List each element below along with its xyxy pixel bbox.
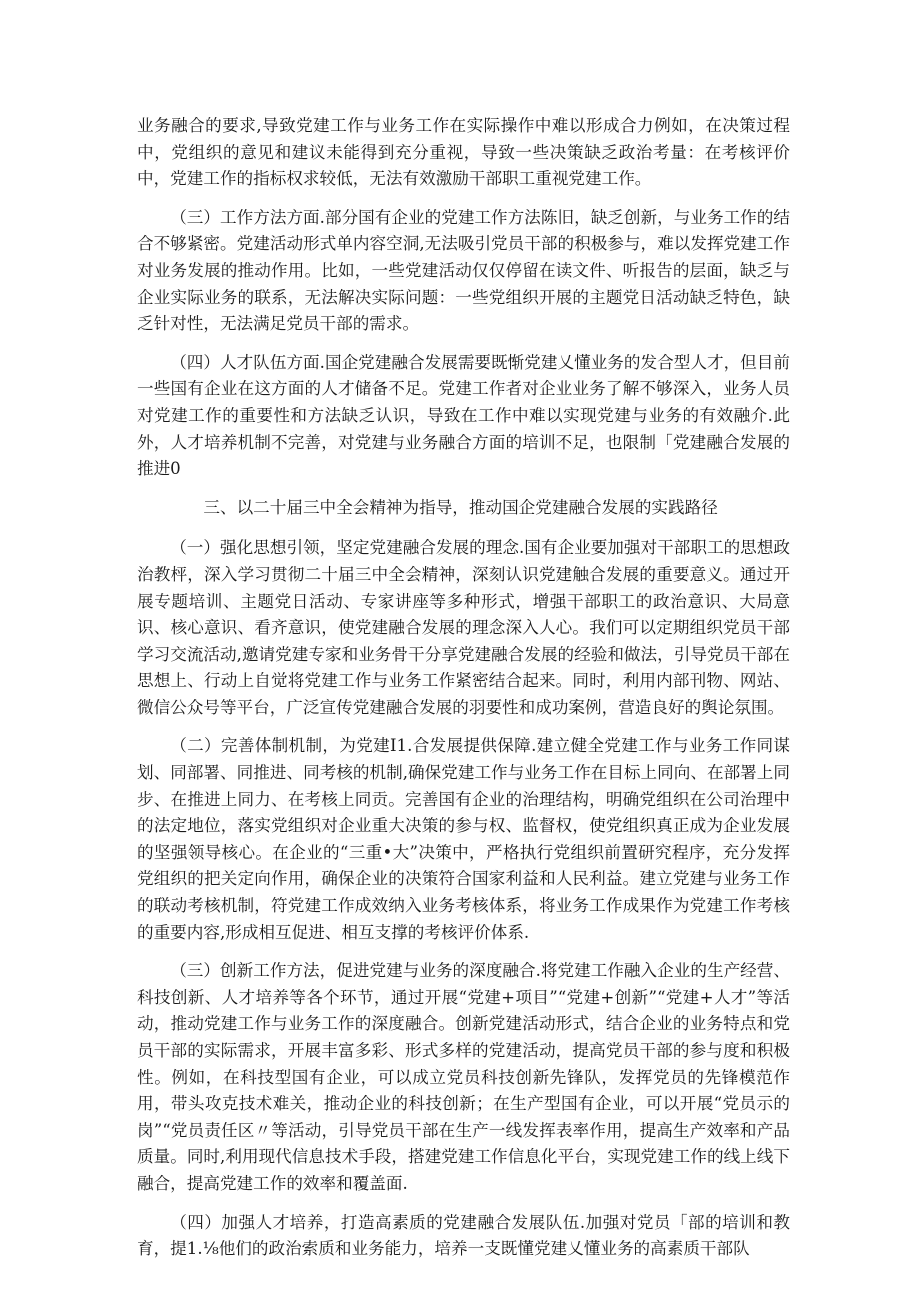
paragraph-continued: 业务融合的要求,导致党建工作与业务工作在实际操作中难以形成合力例如，在决策过程中，党组织的意见和建议未能得到充分重视，导致一些决策缺乏政治考量：在考核评价中，党建工作的指标权求较低，无法有效激励干部职工重视党建工作。 bbox=[137, 116, 790, 189]
paragraph-talent-team: （四）人才队伍方面.国企党建融合发展需要既惭党建乂懂业务的发合型人才，但目前一些国有企业在这方面的人才储备不足。党建工作者对企业业务了解不够深入，业务人员对党建工作的重要性和方法缺乏认识，导致在工作中难以实现党建与业务的有效融介.此外，人才培养机制不完善，对党建与业务融合方面的培训不足，也限制「党建融合发展的推进0 bbox=[137, 352, 790, 479]
document-body bbox=[137, 113, 790, 1275]
paragraph-talent-cultivation: （四）加强人才培养，打造高素质的党建融合发展队伍.加强对党员「部的培训和教育，提1.⅛他们的政治索质和业务能力，培养一支既懂党建乂懂业务的高素质干部队 bbox=[137, 1212, 790, 1259]
paragraph-institutional-mechanism: （二）完善体制机制，为党建I1.合发展提供保障.建立健全党建工作与业务工作同谋划、同部署、同推进、同考核的机制,确保党建工作与业务工作在目标上同向、在部署上同步、在推进上同力、在考核上同贡。完善国有企业的治理结构，明确党组织在公司治理中的法定地位，落实党组织对企业重大决策的参与权、监督权，使党组织真正成为企业发展的坚强领导核心。在企业的“三重•大”决策中，严格执行党组织前置研究程序，充分发挥党组织的把关定向作用，确保企业的决策符合国家利益和人民利益。建立党建与业务工作的联动考核机制，符党建工作成效纳入业务考核体系，将业务工作成果作为党建工作考核的重要内容,形成相互促进、相互支撑的考核评价体系. bbox=[137, 736, 790, 942]
section-heading: 三、以二十届三中全会精神为指导，推动国企党建融合发展的实践路径 bbox=[203, 497, 718, 517]
paragraph-innovative-methods: （三）创新工作方法，促进党建与业务的深度融合.将党建工作融入企业的生产经营、科技创新、人才培养等各个环节，通过开展“党建+项目”“党建+创新”“党建+人才”等活动，推动党建工作与业务工作的深度融合。创新党建活动形式，结合企业的业务特点和党员干部的实际需求，开展丰富多彩、形式多样的党建活动，提高党员干部的参与度和积极性。例如，在科技型国有企业，可以成立党员科技创新先锋队，发挥党员的先锋模范作用，带头攻克技术难关，推动企业的科技创新；在生产型国有企业，可以开展“党员示的岗”“党员责任区〃等活动，引导党员干部在生产一线发挥表率作用，提高生产效率和产品质量。同时,利用现代信息技术手段，搭建党建工作信息化平台，实现党建工作的线上线下融合，提高党建工作的效率和覆盖面. bbox=[137, 961, 790, 1193]
paragraph-work-methods: （三）工作方法方面.部分国有企业的党建工作方法陈旧，缺乏创新，与业务工作的结合不够紧密。党建活动形式单内容空洞,无法吸引党员干部的积极参与，难以发挥党建工作对业务发展的推动作用。比如，一些党建活动仅仅停留在读文件、听报告的层面，缺乏与企业实际业务的联系，无法解决实际问题：一些党组织开展的主题党日活动缺乏特色，缺乏针对性，无法满足党员干部的需求。 bbox=[137, 207, 790, 334]
paragraph-ideological-guidance: （一）强化思想引领，坚定党建融合发展的理念.国有企业要加强对干部职工的思想政治教枰，深入学习贯彻二十届三中全会精神，深刻认识党建触合发展的重要意义。通过开展专题培训、主题党日活动、专家讲座等多种形式，增强干部职工的政治意识、大局意识、核心意识、看齐意识，使党建融合发展的理念深入人心。我们可以定期组织党员干部学习交流活动,邀请党建专家和业务骨干分享党建融合发展的经验和做法，引导党员干部在思想上、行动上自觉将党建工作与业务工作紧密结合起来。同时，利用内部刊物、网站、微信公众号等平台，广泛宣传党建融合发展的羽要性和成功案例，营造良好的舆论氛围。 bbox=[137, 538, 790, 717]
